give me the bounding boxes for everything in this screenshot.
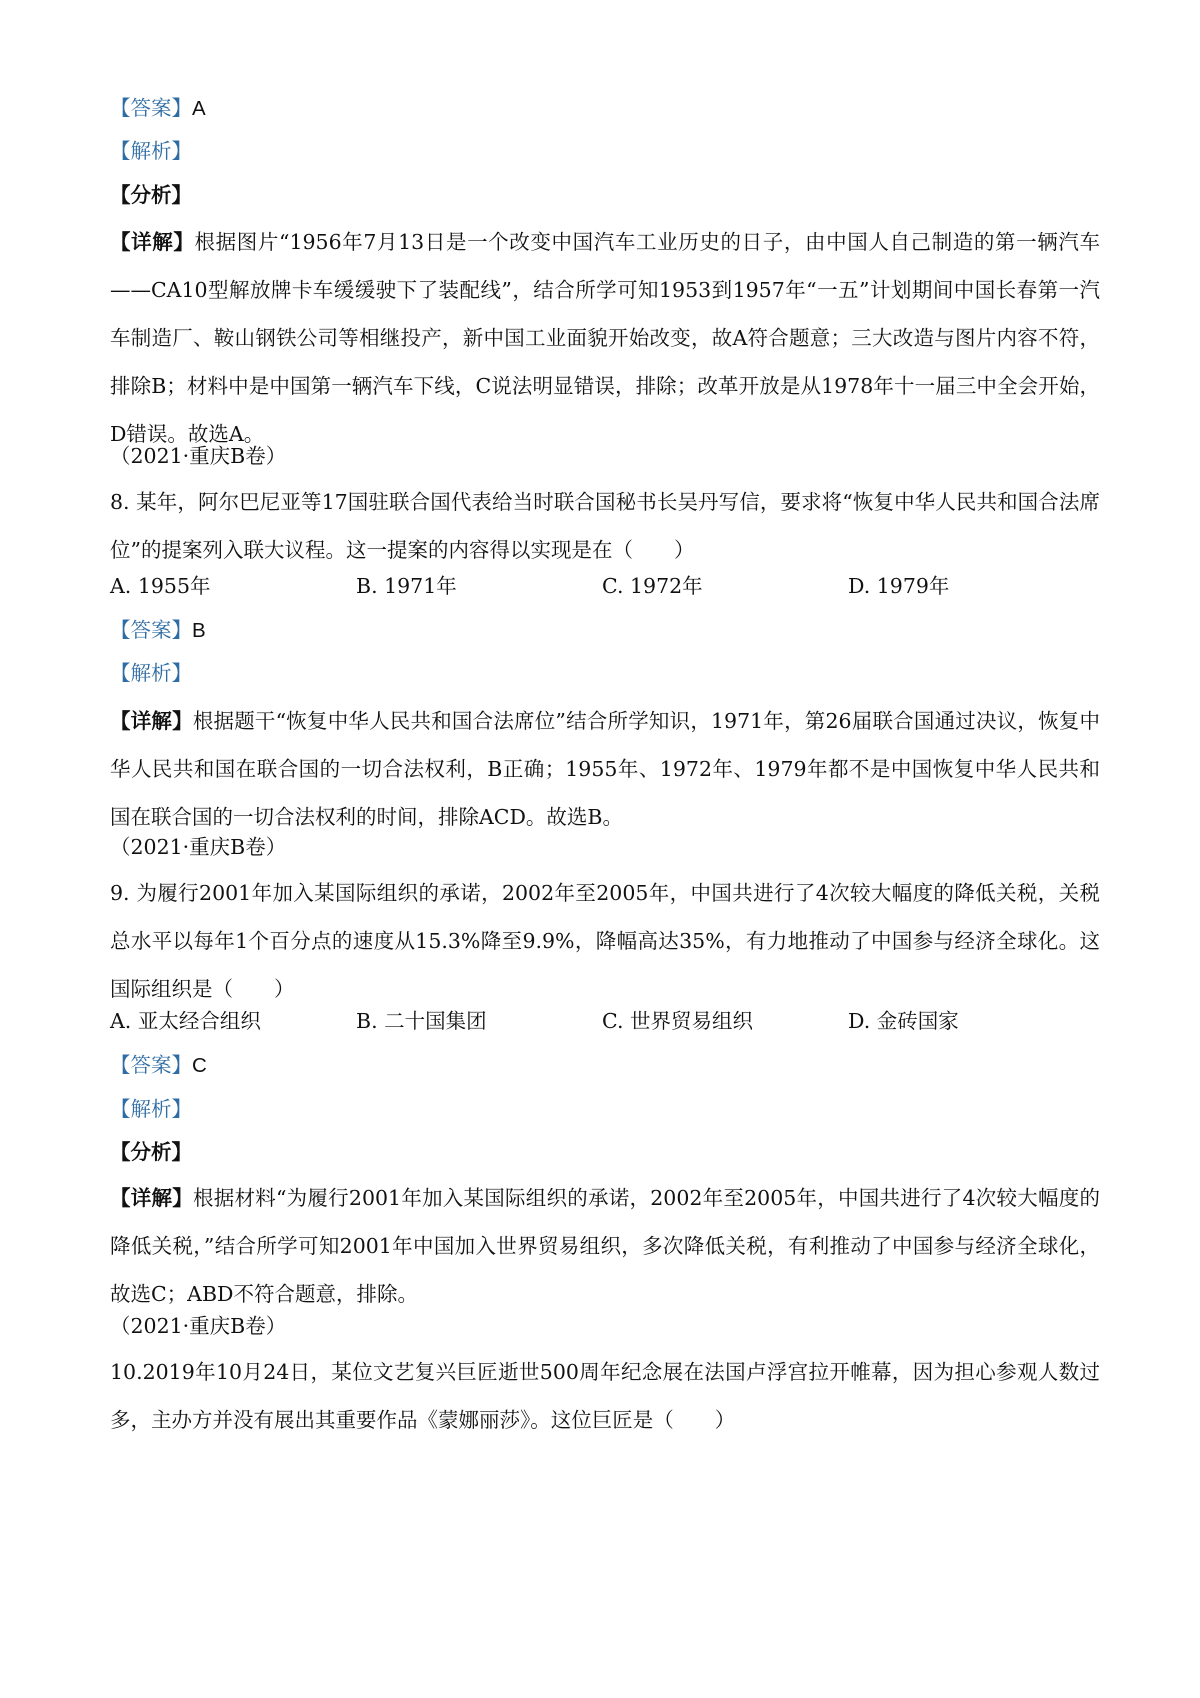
answer-value: B (192, 619, 206, 642)
q7-detail (110, 218, 1100, 444)
q9-fenxi-tag: 【分析】 (110, 1140, 192, 1164)
q7-fenxi-tag: 【分析】 (110, 183, 192, 207)
q8-options (110, 571, 1100, 601)
q8-detail (110, 697, 1100, 841)
q10-source: （2021·重庆B卷） (110, 1314, 287, 1338)
q9-question: 9. 为履行2001年加入某国际组织的承诺，2002年至2005年，中国共进行了4次较大幅度的降低关税，关税总水平以每年1个百分点的速度从15.3%降至9.9%，降幅高达35%，有力地推动了中国参与经济全球化。这国际组织是（ ） (110, 881, 1100, 1001)
q9-source: （2021·重庆B卷） (110, 835, 287, 859)
q9-detail (110, 1174, 1100, 1318)
answer-value: A (192, 97, 206, 120)
q8-analysis-tag: 【解析】 (110, 661, 192, 685)
answer-tag: 【答案】 (110, 1053, 192, 1077)
option-a: A. 1955年 (110, 574, 211, 598)
q8-answer (110, 615, 1100, 646)
detail-text: 根据图片“1956年7月13日是一个改变中国汽车工业历史的日子，由中国人自己制造的第一辆汽车——CA10型解放牌卡车缓缓驶下了装配线”，结合所学可知1953到1957年“一五”计划期间中国长春第一汽车制造厂、鞍山钢铁公司等相继投产，新中国工业面貌开始改变，故A符合题意；三大改造与图片内容不符，排除B；材料中是中国第一辆汽车下线，C说法明显错误，排除；改革开放是从1978年十一届三中全会开始，D错误。故选A。 (110, 230, 1101, 446)
q8-source: （2021·重庆B卷） (110, 444, 287, 468)
detail-tag: 【详解】 (110, 709, 193, 733)
option-d: D. 金砖国家 (848, 1009, 959, 1033)
detail-text: 根据材料“为履行2001年加入某国际组织的承诺，2002年至2005年，中国共进行了4次较大幅度的降低关税，”结合所学可知2001年中国加入世界贸易组织，多次降低关税，有利推动了中国参与经济全球化，故选C；ABD不符合题意，排除。 (110, 1186, 1100, 1306)
option-c: C. 1972年 (602, 574, 703, 598)
option-a: A. 亚太经合组织 (110, 1009, 261, 1033)
q10-question: 10.2019年10月24日，某位文艺复兴巨匠逝世500周年纪念展在法国卢浮宫拉开帷幕，因为担心参观人数过多，主办方并没有展出其重要作品《蒙娜丽莎》。这位巨匠是（ ） (110, 1360, 1100, 1432)
q8-question: 8. 某年，阿尔巴尼亚等17国驻联合国代表给当时联合国秘书长吴丹写信，要求将“恢复中华人民共和国合法席位”的提案列入联大议程。这一提案的内容得以实现是在（ ） (110, 490, 1100, 562)
option-d: D. 1979年 (848, 574, 950, 598)
answer-tag: 【答案】 (110, 96, 192, 120)
q9-analysis-tag: 【解析】 (110, 1097, 192, 1121)
q7-answer (110, 93, 1100, 124)
detail-tag: 【详解】 (110, 230, 195, 254)
detail-text: 根据题干“恢复中华人民共和国合法席位”结合所学知识，1971年，第26届联合国通过决议，恢复中华人民共和国在联合国的一切合法权利，B正确；1955年、1972年、1979年都不是中国恢复中华人民共和国在联合国的一切合法权利的时间，排除ACD。故选B。 (110, 709, 1101, 829)
q9-options (110, 1006, 1100, 1036)
answer-value: C (192, 1054, 207, 1077)
option-c: C. 世界贸易组织 (602, 1009, 753, 1033)
option-b: B. 1971年 (356, 574, 457, 598)
answer-tag: 【答案】 (110, 618, 192, 642)
q9-answer (110, 1050, 1100, 1081)
option-b: B. 二十国集团 (356, 1009, 487, 1033)
q7-analysis-tag: 【解析】 (110, 139, 192, 163)
detail-tag: 【详解】 (110, 1186, 193, 1210)
